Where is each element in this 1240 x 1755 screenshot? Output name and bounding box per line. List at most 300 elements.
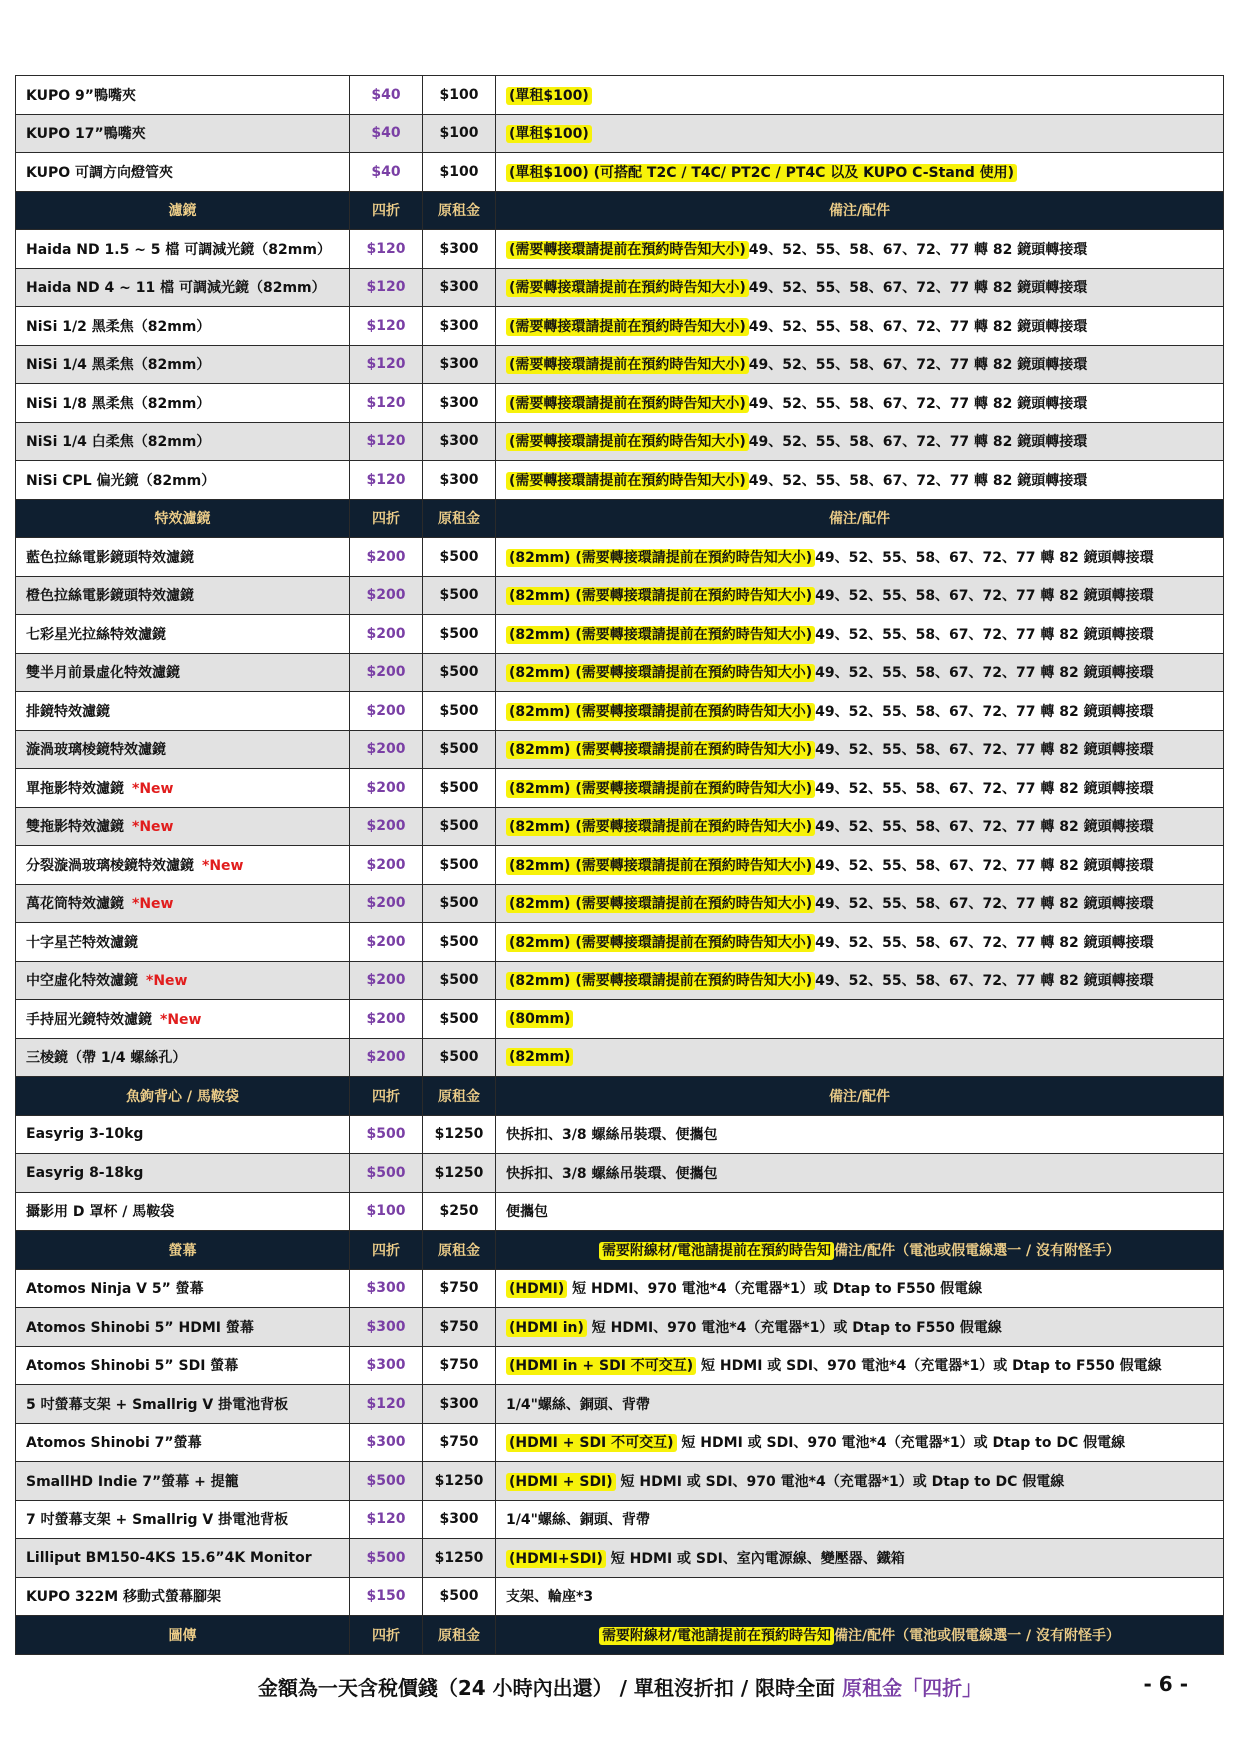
note-text: 49、52、55、58、67、72、77 轉 82 鏡頭轉接環 bbox=[748, 434, 1088, 451]
notes-accessories bbox=[496, 1423, 1224, 1462]
original-price bbox=[423, 1000, 496, 1039]
highlighted-note: 需要附線材/電池請提前在預約時告知 bbox=[599, 1242, 834, 1260]
discount-price bbox=[350, 1192, 423, 1231]
item-name-text: 圖傳 bbox=[168, 1627, 197, 1644]
item-name-text: 雙半月前景虛化特效濾鏡 bbox=[26, 665, 180, 682]
table-row bbox=[16, 1577, 1224, 1616]
note-text: 49、52、55、58、67、72、77 轉 82 鏡頭轉接環 bbox=[815, 742, 1154, 759]
highlighted-note: (需要轉接環請提前在預約時告知大小) bbox=[506, 395, 749, 413]
item-name bbox=[16, 268, 350, 307]
highlighted-note: (82mm) (需要轉接環請提前在預約時告知大小) bbox=[506, 664, 815, 682]
highlighted-note: (82mm) (需要轉接環請提前在預約時告知大小) bbox=[506, 587, 815, 605]
original-price-text: $250 bbox=[439, 1203, 479, 1220]
note-text: 備注/配件（電池或假電線選一 / 沒有附怪手） bbox=[834, 1242, 1121, 1259]
item-name-text: 7 吋螢幕支架 + Smallrig V 掛電池背板 bbox=[26, 1512, 289, 1529]
original-price-text: $500 bbox=[439, 625, 479, 642]
note-text: 49、52、55、58、67、72、77 轉 82 鏡頭轉接環 bbox=[815, 896, 1154, 913]
new-badge: *New bbox=[202, 857, 244, 874]
discount-price-text: 四折 bbox=[372, 1627, 400, 1644]
item-name bbox=[16, 1500, 350, 1539]
footer-discount-highlight: 原租金「四折」 bbox=[842, 1676, 983, 1700]
item-name-text: 雙拖影特效濾鏡 bbox=[26, 819, 124, 836]
item-name bbox=[16, 230, 350, 269]
notes-accessories bbox=[496, 1539, 1224, 1578]
item-name-text: Haida ND 4 ~ 11 檔 可調減光鏡（82mm） bbox=[26, 280, 326, 297]
discount-price-text: $200 bbox=[366, 587, 406, 604]
notes-accessories bbox=[496, 1616, 1224, 1655]
original-price-text: $500 bbox=[439, 933, 479, 950]
notes-accessories bbox=[496, 769, 1224, 808]
table-row bbox=[16, 1154, 1224, 1193]
discount-price-text: $120 bbox=[366, 471, 406, 488]
notes-accessories bbox=[496, 730, 1224, 769]
discount-price bbox=[350, 268, 423, 307]
item-name-text: 手持屈光鏡特效濾鏡 bbox=[26, 1011, 152, 1028]
original-price-text: $300 bbox=[439, 356, 479, 373]
notes-accessories bbox=[496, 153, 1224, 192]
table-row bbox=[16, 1500, 1224, 1539]
item-name-text: 三棱鏡（帶 1/4 螺絲孔） bbox=[26, 1050, 187, 1067]
highlighted-note: (82mm) (需要轉接環請提前在預約時告知大小) bbox=[506, 857, 815, 875]
item-name-text: KUPO 可調方向燈管夾 bbox=[26, 164, 174, 181]
item-name-text: 分裂漩渦玻璃棱鏡特效濾鏡 bbox=[26, 857, 194, 874]
discount-price-text: $500 bbox=[366, 1164, 406, 1181]
item-name bbox=[16, 307, 350, 346]
item-name-text: NiSi 1/4 白柔焦（82mm） bbox=[26, 434, 211, 451]
table-row bbox=[16, 653, 1224, 692]
item-name bbox=[16, 692, 350, 731]
notes-accessories bbox=[496, 114, 1224, 153]
section-title bbox=[16, 499, 350, 538]
item-name-text: Haida ND 1.5 ~ 5 檔 可調減光鏡（82mm） bbox=[26, 241, 331, 258]
discount-price bbox=[350, 1154, 423, 1193]
note-text: 49、52、55、58、67、72、77 轉 82 鏡頭轉接環 bbox=[748, 318, 1088, 335]
item-name bbox=[16, 1539, 350, 1578]
footer-note bbox=[0, 1672, 1240, 1712]
notes-accessories bbox=[496, 576, 1224, 615]
notes-accessories bbox=[496, 1231, 1224, 1270]
item-name bbox=[16, 461, 350, 500]
item-name-text: 七彩星光拉絲特效濾鏡 bbox=[26, 626, 166, 643]
notes-accessories bbox=[496, 923, 1224, 962]
discount-price-text: $120 bbox=[366, 1395, 406, 1412]
discount-price-text: $300 bbox=[366, 1434, 406, 1451]
item-name bbox=[16, 730, 350, 769]
discount-price-text: $120 bbox=[366, 240, 406, 257]
original-price-text: $500 bbox=[439, 741, 479, 758]
note-text: 備注/配件 bbox=[828, 203, 891, 220]
note-text: 支架、輪座*3 bbox=[506, 1589, 594, 1606]
discount-price-text: 四折 bbox=[372, 1242, 400, 1259]
discount-price-text: $200 bbox=[366, 702, 406, 719]
note-text: 49、52、55、58、67、72、77 轉 82 鏡頭轉接環 bbox=[815, 665, 1154, 682]
original-price bbox=[423, 422, 496, 461]
notes-accessories bbox=[496, 961, 1224, 1000]
item-name-text: 漩渦玻璃棱鏡特效濾鏡 bbox=[26, 742, 166, 759]
discount-price-text: $120 bbox=[366, 1511, 406, 1528]
original-price-text: $100 bbox=[439, 163, 479, 180]
discount-price bbox=[350, 230, 423, 269]
discount-price-text: $150 bbox=[366, 1588, 406, 1605]
item-name bbox=[16, 1115, 350, 1154]
item-name bbox=[16, 345, 350, 384]
original-price bbox=[423, 230, 496, 269]
note-text: 49、52、55、58、67、72、77 轉 82 鏡頭轉接環 bbox=[748, 280, 1088, 297]
discount-price-text: $40 bbox=[371, 125, 401, 142]
discount-price bbox=[350, 1077, 423, 1116]
discount-price bbox=[350, 1000, 423, 1039]
original-price-text: 原租金 bbox=[438, 1627, 480, 1644]
original-price-text: $500 bbox=[439, 895, 479, 912]
original-price-text: $500 bbox=[439, 1588, 479, 1605]
table-row bbox=[16, 461, 1224, 500]
original-price-text: $500 bbox=[439, 702, 479, 719]
new-badge: *New bbox=[132, 780, 174, 797]
discount-price bbox=[350, 961, 423, 1000]
new-badge: *New bbox=[160, 1011, 202, 1028]
highlighted-note: (82mm) (需要轉接環請提前在預約時告知大小) bbox=[506, 780, 815, 798]
notes-accessories bbox=[496, 846, 1224, 885]
table-row bbox=[16, 923, 1224, 962]
table-row bbox=[16, 1346, 1224, 1385]
item-name bbox=[16, 1385, 350, 1424]
table-row bbox=[16, 730, 1224, 769]
highlighted-note: (HDMI + SDI 不可交互) bbox=[506, 1434, 677, 1452]
item-name-text: KUPO 322M 移動式螢幕腳架 bbox=[26, 1589, 222, 1606]
original-price-text: $300 bbox=[439, 394, 479, 411]
discount-price-text: $200 bbox=[366, 1010, 406, 1027]
item-name bbox=[16, 576, 350, 615]
original-price-text: $750 bbox=[439, 1280, 479, 1297]
item-name bbox=[16, 769, 350, 808]
discount-price-text: 四折 bbox=[372, 203, 400, 220]
original-price-text: $300 bbox=[439, 279, 479, 296]
discount-price bbox=[350, 807, 423, 846]
highlighted-note: (82mm) (需要轉接環請提前在預約時告知大小) bbox=[506, 972, 815, 990]
item-name-text: KUPO 17”鴨嘴夾 bbox=[26, 126, 146, 143]
discount-price-text: $120 bbox=[366, 317, 406, 334]
table-row bbox=[16, 538, 1224, 577]
discount-price-text: $300 bbox=[366, 1357, 406, 1374]
section-title bbox=[16, 1231, 350, 1270]
item-name-text: Atomos Shinobi 7”螢幕 bbox=[26, 1435, 202, 1452]
highlighted-note: (需要轉接環請提前在預約時告知大小) bbox=[506, 279, 749, 297]
table-row bbox=[16, 153, 1224, 192]
table-row bbox=[16, 615, 1224, 654]
discount-price-text: $300 bbox=[366, 1280, 406, 1297]
page-number: - 6 - bbox=[1143, 1672, 1188, 1696]
original-price bbox=[423, 1539, 496, 1578]
table-row bbox=[16, 846, 1224, 885]
item-name bbox=[16, 1038, 350, 1077]
original-price-text: 原租金 bbox=[438, 203, 480, 220]
notes-accessories bbox=[496, 345, 1224, 384]
table-row bbox=[16, 384, 1224, 423]
new-badge: *New bbox=[132, 819, 174, 836]
table-row bbox=[16, 807, 1224, 846]
note-text: 49、52、55、58、67、72、77 轉 82 鏡頭轉接環 bbox=[815, 588, 1154, 605]
table-row bbox=[16, 345, 1224, 384]
notes-accessories bbox=[496, 807, 1224, 846]
note-text: 短 HDMI 或 SDI、970 電池*4（充電器*1）或 Dtap to DC 假電線 bbox=[676, 1435, 1126, 1452]
item-name-text: 中空虛化特效濾鏡 bbox=[26, 973, 138, 990]
notes-accessories bbox=[496, 1038, 1224, 1077]
item-name-text: Atomos Ninja V 5” 螢幕 bbox=[26, 1281, 204, 1298]
item-name-text: NiSi 1/8 黑柔焦（82mm） bbox=[26, 395, 211, 412]
original-price bbox=[423, 846, 496, 885]
table-row bbox=[16, 961, 1224, 1000]
notes-accessories bbox=[496, 1462, 1224, 1501]
original-price bbox=[423, 345, 496, 384]
discount-price-text: $500 bbox=[366, 1126, 406, 1143]
original-price-text: $300 bbox=[439, 317, 479, 334]
discount-price bbox=[350, 576, 423, 615]
original-price bbox=[423, 615, 496, 654]
notes-accessories bbox=[496, 1346, 1224, 1385]
discount-price-text: $40 bbox=[371, 86, 401, 103]
discount-price bbox=[350, 1269, 423, 1308]
section-title bbox=[16, 1077, 350, 1116]
highlighted-note: (HDMI+SDI) bbox=[506, 1550, 606, 1568]
discount-price-text: $120 bbox=[366, 394, 406, 411]
item-name bbox=[16, 961, 350, 1000]
discount-price bbox=[350, 1346, 423, 1385]
discount-price-text: $120 bbox=[366, 279, 406, 296]
original-price bbox=[423, 114, 496, 153]
new-badge: *New bbox=[146, 973, 188, 990]
original-price bbox=[423, 653, 496, 692]
item-name-text: Atomos Shinobi 5” HDMI 螢幕 bbox=[26, 1319, 254, 1336]
notes-accessories bbox=[496, 499, 1224, 538]
item-name-text: 魚鉤背心 / 馬鞍袋 bbox=[126, 1088, 239, 1105]
section-header-row bbox=[16, 1231, 1224, 1270]
original-price-text: $300 bbox=[439, 1511, 479, 1528]
table-row bbox=[16, 268, 1224, 307]
original-price bbox=[423, 1308, 496, 1347]
original-price-text: $500 bbox=[439, 856, 479, 873]
note-text: 49、52、55、58、67、72、77 轉 82 鏡頭轉接環 bbox=[815, 819, 1154, 836]
item-name-text: Lilliput BM150-4KS 15.6”4K Monitor bbox=[26, 1549, 312, 1566]
table-row bbox=[16, 769, 1224, 808]
original-price-text: $750 bbox=[439, 1434, 479, 1451]
section-header-row bbox=[16, 1616, 1224, 1655]
table-row bbox=[16, 1308, 1224, 1347]
section-header-row bbox=[16, 191, 1224, 230]
table-row bbox=[16, 114, 1224, 153]
notes-accessories bbox=[496, 1192, 1224, 1231]
notes-accessories bbox=[496, 1154, 1224, 1193]
item-name bbox=[16, 1154, 350, 1193]
note-text: 短 HDMI、970 電池*4（充電器*1）或 Dtap to F550 假電線 bbox=[567, 1281, 983, 1298]
original-price bbox=[423, 1077, 496, 1116]
item-name bbox=[16, 76, 350, 115]
highlighted-note: (82mm) (需要轉接環請提前在預約時告知大小) bbox=[506, 895, 815, 913]
original-price-text: 原租金 bbox=[438, 1088, 480, 1105]
item-name bbox=[16, 538, 350, 577]
discount-price-text: $300 bbox=[366, 1318, 406, 1335]
table-row bbox=[16, 230, 1224, 269]
discount-price bbox=[350, 615, 423, 654]
note-text: 1/4"螺絲、銅頭、背帶 bbox=[506, 1512, 650, 1529]
discount-price-text: 四折 bbox=[372, 511, 400, 528]
discount-price bbox=[350, 923, 423, 962]
item-name-text: 螢幕 bbox=[168, 1242, 197, 1259]
original-price bbox=[423, 1462, 496, 1501]
notes-accessories bbox=[496, 1269, 1224, 1308]
original-price bbox=[423, 1346, 496, 1385]
item-name-text: 萬花筒特效濾鏡 bbox=[26, 896, 124, 913]
discount-price bbox=[350, 1308, 423, 1347]
highlighted-note: (HDMI in) bbox=[506, 1319, 587, 1337]
notes-accessories bbox=[496, 268, 1224, 307]
highlighted-note: (單租$100) bbox=[506, 87, 592, 105]
item-name-text: 5 吋螢幕支架 + Smallrig V 掛電池背板 bbox=[26, 1396, 289, 1413]
item-name bbox=[16, 1269, 350, 1308]
item-name bbox=[16, 1192, 350, 1231]
discount-price-text: 四折 bbox=[372, 1088, 400, 1105]
item-name-text: NiSi 1/4 黑柔焦（82mm） bbox=[26, 357, 211, 374]
original-price bbox=[423, 1423, 496, 1462]
item-name bbox=[16, 923, 350, 962]
notes-accessories bbox=[496, 307, 1224, 346]
discount-price bbox=[350, 345, 423, 384]
item-name bbox=[16, 1423, 350, 1462]
notes-accessories bbox=[496, 653, 1224, 692]
notes-accessories bbox=[496, 422, 1224, 461]
discount-price-text: $100 bbox=[366, 1203, 406, 1220]
highlighted-note: (需要轉接環請提前在預約時告知大小) bbox=[506, 241, 749, 259]
original-price bbox=[423, 1616, 496, 1655]
discount-price bbox=[350, 114, 423, 153]
original-price-text: $750 bbox=[439, 1357, 479, 1374]
discount-price-text: $200 bbox=[366, 972, 406, 989]
notes-accessories bbox=[496, 1577, 1224, 1616]
new-badge: *New bbox=[132, 896, 174, 913]
original-price-text: $100 bbox=[439, 125, 479, 142]
highlighted-note: (82mm) (需要轉接環請提前在預約時告知大小) bbox=[506, 549, 815, 567]
table-row bbox=[16, 576, 1224, 615]
note-text: 快拆扣、3/8 螺絲吊裝環、便攜包 bbox=[506, 1165, 718, 1182]
notes-accessories bbox=[496, 1115, 1224, 1154]
discount-price-text: $200 bbox=[366, 933, 406, 950]
table-row bbox=[16, 1000, 1224, 1039]
original-price-text: $750 bbox=[439, 1318, 479, 1335]
table-row bbox=[16, 422, 1224, 461]
highlighted-note: (82mm) (需要轉接環請提前在預約時告知大小) bbox=[506, 818, 815, 836]
item-name bbox=[16, 384, 350, 423]
discount-price bbox=[350, 1038, 423, 1077]
original-price bbox=[423, 1115, 496, 1154]
item-name-text: 橙色拉絲電影鏡頭特效濾鏡 bbox=[26, 588, 194, 605]
item-name bbox=[16, 1462, 350, 1501]
discount-price-text: $200 bbox=[366, 895, 406, 912]
highlighted-note: (HDMI) bbox=[506, 1280, 567, 1298]
original-price-text: $1250 bbox=[434, 1472, 484, 1489]
original-price-text: $500 bbox=[439, 587, 479, 604]
highlighted-note: (需要轉接環請提前在預約時告知大小) bbox=[506, 472, 749, 490]
note-text: 快拆扣、3/8 螺絲吊裝環、便攜包 bbox=[506, 1127, 718, 1144]
footer-text: 金額為一天含稅價錢（24 小時內出還） / 單租沒折扣 / 限時全面 bbox=[257, 1676, 843, 1700]
item-name-text: 排鏡特效濾鏡 bbox=[26, 703, 110, 720]
original-price bbox=[423, 884, 496, 923]
note-text: 49、52、55、58、67、72、77 轉 82 鏡頭轉接環 bbox=[815, 934, 1154, 951]
discount-price-text: $200 bbox=[366, 1049, 406, 1066]
original-price-text: 原租金 bbox=[438, 511, 480, 528]
notes-accessories bbox=[496, 1000, 1224, 1039]
original-price bbox=[423, 461, 496, 500]
note-text: 備注/配件 bbox=[828, 1088, 891, 1105]
notes-accessories bbox=[496, 615, 1224, 654]
highlighted-note: (需要轉接環請提前在預約時告知大小) bbox=[506, 433, 749, 451]
table-row bbox=[16, 1115, 1224, 1154]
item-name bbox=[16, 846, 350, 885]
discount-price bbox=[350, 153, 423, 192]
discount-price-text: $200 bbox=[366, 664, 406, 681]
section-title bbox=[16, 191, 350, 230]
notes-accessories bbox=[496, 1385, 1224, 1424]
discount-price bbox=[350, 884, 423, 923]
original-price-text: $500 bbox=[439, 1010, 479, 1027]
item-name-text: Easyrig 8-18kg bbox=[26, 1164, 144, 1181]
discount-price-text: $120 bbox=[366, 356, 406, 373]
original-price bbox=[423, 807, 496, 846]
rental-price-table bbox=[15, 75, 1224, 1655]
table-row bbox=[16, 1385, 1224, 1424]
notes-accessories bbox=[496, 1077, 1224, 1116]
highlighted-note: 需要附線材/電池請提前在預約時告知 bbox=[599, 1627, 834, 1645]
table-row bbox=[16, 1462, 1224, 1501]
note-text: 49、52、55、58、67、72、77 轉 82 鏡頭轉接環 bbox=[748, 357, 1088, 374]
discount-price-text: $200 bbox=[366, 625, 406, 642]
original-price bbox=[423, 384, 496, 423]
original-price-text: $300 bbox=[439, 433, 479, 450]
notes-accessories bbox=[496, 461, 1224, 500]
table-row bbox=[16, 1038, 1224, 1077]
original-price-text: $500 bbox=[439, 972, 479, 989]
discount-price-text: $200 bbox=[366, 741, 406, 758]
discount-price bbox=[350, 1115, 423, 1154]
item-name bbox=[16, 114, 350, 153]
highlighted-note: (單租$100) (可搭配 T2C / T4C/ PT2C / PT4C 以及 KUPO C-Stand 使用) bbox=[506, 164, 1017, 182]
original-price bbox=[423, 1500, 496, 1539]
item-name bbox=[16, 1308, 350, 1347]
note-text: 49、52、55、58、67、72、77 轉 82 鏡頭轉接環 bbox=[748, 395, 1088, 412]
original-price-text: $1250 bbox=[434, 1126, 484, 1143]
notes-accessories bbox=[496, 191, 1224, 230]
original-price-text: $300 bbox=[439, 471, 479, 488]
item-name-text: NiSi CPL 偏光鏡（82mm） bbox=[26, 472, 216, 489]
notes-accessories bbox=[496, 884, 1224, 923]
original-price bbox=[423, 769, 496, 808]
discount-price bbox=[350, 769, 423, 808]
original-price bbox=[423, 576, 496, 615]
item-name bbox=[16, 884, 350, 923]
discount-price bbox=[350, 538, 423, 577]
section-header-row bbox=[16, 1077, 1224, 1116]
discount-price-text: $500 bbox=[366, 1472, 406, 1489]
note-text: 便攜包 bbox=[506, 1204, 548, 1221]
discount-price bbox=[350, 1500, 423, 1539]
original-price bbox=[423, 76, 496, 115]
notes-accessories bbox=[496, 76, 1224, 115]
discount-price bbox=[350, 422, 423, 461]
table-row bbox=[16, 1192, 1224, 1231]
discount-price-text: $200 bbox=[366, 856, 406, 873]
notes-accessories bbox=[496, 692, 1224, 731]
table-row bbox=[16, 884, 1224, 923]
original-price bbox=[423, 1038, 496, 1077]
notes-accessories bbox=[496, 230, 1224, 269]
